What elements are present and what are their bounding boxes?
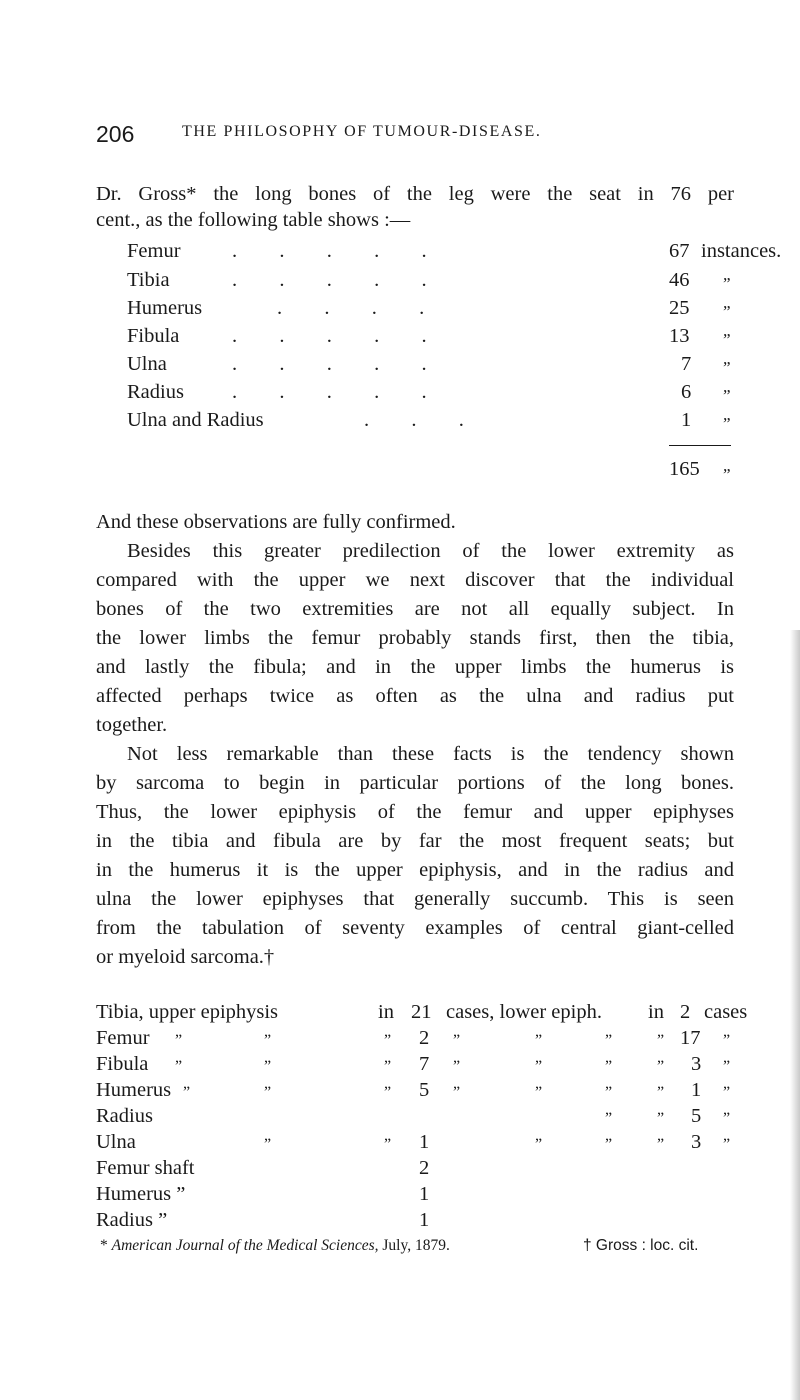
ditto-mark: ” <box>657 1032 665 1049</box>
table-row-upper: 5 <box>419 1079 430 1101</box>
table-row-lower: 17 <box>680 1027 701 1049</box>
table-row-upper: 1 <box>419 1131 430 1153</box>
ditto-mark: ” <box>723 274 731 293</box>
paragraph-line: or myeloid sarcoma.† <box>96 946 275 968</box>
footnote-journal-date: July, 1879. <box>382 1237 450 1254</box>
ditto-mark: ” <box>657 1084 665 1101</box>
table-row-upper: 1 <box>419 1183 430 1205</box>
leader-dots: . . . . . <box>232 353 427 375</box>
ditto-mark: ” <box>453 1084 461 1101</box>
table-row-count: 25 <box>669 297 690 319</box>
ditto-mark: ” <box>723 1084 731 1101</box>
paragraph-line: together. <box>96 714 168 736</box>
paragraph-line: Besides this greater predilection of the lower extremity as <box>127 540 734 562</box>
leader-dots: . . . . . <box>232 325 427 347</box>
table-row-count: 13 <box>669 325 690 347</box>
table-row-upper: 2 <box>419 1027 430 1049</box>
ditto-mark: ” <box>264 1136 272 1153</box>
leader-dots: . . . . . <box>232 269 427 291</box>
ditto-mark: ” <box>384 1032 392 1049</box>
paragraph-line: ulna the lower epiphyses that generally succumb. This is seen <box>96 888 734 910</box>
leader-dots: . . . . <box>277 297 425 319</box>
ditto-mark: ” <box>605 1110 613 1127</box>
ditto-mark: ” <box>605 1136 613 1153</box>
ditto-mark: ” <box>535 1058 543 1075</box>
table-row-upper: 2 <box>419 1157 430 1179</box>
paragraph-line: from the tabulation of seventy examples of central giant-celled <box>96 917 734 939</box>
paragraph-line: Thus, the lower epiphysis of the femur and upper epiphyses <box>96 801 734 823</box>
table-row-lower: 5 <box>691 1105 702 1127</box>
table-row-bone: Radius <box>96 1105 153 1127</box>
table-row-lower: 1 <box>691 1079 702 1101</box>
ditto-mark: ” <box>264 1084 272 1101</box>
table-row-bone: Radius ” <box>96 1209 168 1231</box>
table-row-lower: 3 <box>691 1053 702 1075</box>
ditto-mark: ” <box>723 414 731 433</box>
ditto-mark: ” <box>723 1058 731 1075</box>
ditto-mark: ” <box>175 1058 183 1075</box>
ditto-mark: ” <box>723 1136 731 1153</box>
paragraph-line: the lower limbs the femur probably stands first, then the tibia, <box>96 627 734 649</box>
ditto-mark: ” <box>384 1084 392 1101</box>
table-row-bone: Femur <box>127 240 181 262</box>
table-row-bone: Humerus <box>96 1079 172 1101</box>
table-row-count: 6 <box>681 381 692 403</box>
leader-dots: . . . . . <box>232 240 427 262</box>
ditto-mark: ” <box>264 1032 272 1049</box>
ditto-mark: ” <box>264 1058 272 1075</box>
table-row-lower: 3 <box>691 1131 702 1153</box>
paragraph-line: in the tibia and fibula are by far the most frequent seats; but <box>96 830 734 852</box>
table-header-upper: 21 <box>411 1001 432 1023</box>
paragraph-line: bones of the two extremities are not all equally subject. In <box>96 598 734 620</box>
table-total-count: 165 <box>669 458 700 480</box>
footnote-gross: † Gross : loc. cit. <box>583 1237 699 1254</box>
paragraph-line: compared with the upper we next discover that the individual <box>96 569 734 591</box>
table-row-bone: Ulna and Radius <box>127 409 264 431</box>
ditto-mark: ” <box>453 1032 461 1049</box>
paragraph-line: And these observations are fully confirmed. <box>96 511 456 533</box>
table-row-bone: Fibula <box>127 325 180 347</box>
page-number: 206 <box>96 121 135 147</box>
ditto-mark: ” <box>535 1084 543 1101</box>
table-row-bone: Ulna <box>127 353 167 375</box>
table-header-lower: 2 <box>680 1001 691 1023</box>
table-header-lower-label: cases, lower epiph. <box>446 1001 602 1023</box>
ditto-mark: ” <box>384 1136 392 1153</box>
footnote-mark: * <box>100 1237 108 1254</box>
table-row-upper: 7 <box>419 1053 430 1075</box>
table-row-bone: Femur shaft <box>96 1157 195 1179</box>
table-row-count: 46 <box>669 269 690 291</box>
table-row-count: 1 <box>681 409 692 431</box>
ditto-mark: ” <box>183 1084 191 1101</box>
ditto-mark: ” <box>453 1058 461 1075</box>
leader-dots: . . . <box>364 409 464 431</box>
running-title: THE PHILOSOPHY OF TUMOUR-DISEASE. <box>182 123 542 140</box>
table-row-bone: Ulna <box>96 1131 136 1153</box>
paragraph-line: in the humerus it is the upper epiphysis, and in the radius and <box>96 859 734 881</box>
ditto-mark: ” <box>657 1058 665 1075</box>
intro-line-1: Dr. Gross* the long bones of the leg were the seat in 76 per <box>96 183 734 205</box>
ditto-mark: ” <box>605 1032 613 1049</box>
ditto-mark: ” <box>657 1110 665 1127</box>
ditto-mark: ” <box>723 358 731 377</box>
table-row-unit: instances. <box>701 240 782 262</box>
ditto-mark: ” <box>175 1032 183 1049</box>
table-row-bone: Humerus <box>127 297 203 319</box>
page-edge-shadow <box>790 630 800 1400</box>
ditto-mark: ” <box>723 1032 731 1049</box>
table-row-bone: Femur <box>96 1027 150 1049</box>
table-row-upper: 1 <box>419 1209 430 1231</box>
ditto-mark: ” <box>723 465 731 484</box>
ditto-mark: ” <box>605 1084 613 1101</box>
footnote-journal-title: American Journal of the Medical Sciences, <box>111 1237 379 1254</box>
ditto-mark: ” <box>605 1058 613 1075</box>
table-header-bone: Tibia, upper epiphysis <box>96 1001 279 1023</box>
ditto-mark: ” <box>535 1136 543 1153</box>
table-row-bone: Fibula <box>96 1053 149 1075</box>
table-row-count: 7 <box>681 353 692 375</box>
leader-dots: . . . . . <box>232 381 427 403</box>
intro-line-2: cent., as the following table shows :— <box>96 209 411 231</box>
ditto-mark: ” <box>723 1110 731 1127</box>
table-row-bone: Radius <box>127 381 184 403</box>
paragraph-line: affected perhaps twice as often as the ulna and radius put <box>96 685 734 707</box>
ditto-mark: ” <box>535 1032 543 1049</box>
table-row-bone: Humerus ” <box>96 1183 186 1205</box>
paragraph-line: Not less remarkable than these facts is the tendency shown <box>127 743 734 765</box>
ditto-mark: ” <box>657 1136 665 1153</box>
footnote-journal <box>100 1237 450 1255</box>
table-header-in-2: in <box>648 1001 664 1023</box>
ditto-mark: ” <box>723 302 731 321</box>
ditto-mark: ” <box>723 386 731 405</box>
table-row-bone: Tibia <box>127 269 170 291</box>
table-header-cases: cases <box>704 1001 748 1023</box>
paragraph-line: by sarcoma to begin in particular portions of the long bones. <box>96 772 734 794</box>
table-row-count: 67 <box>669 240 690 262</box>
page-header <box>96 121 756 151</box>
ditto-mark: ” <box>384 1058 392 1075</box>
table-header-in: in <box>378 1001 394 1023</box>
paragraph-line: and lastly the fibula; and in the upper limbs the humerus is <box>96 656 734 678</box>
ditto-mark: ” <box>723 330 731 349</box>
total-rule <box>669 445 731 446</box>
